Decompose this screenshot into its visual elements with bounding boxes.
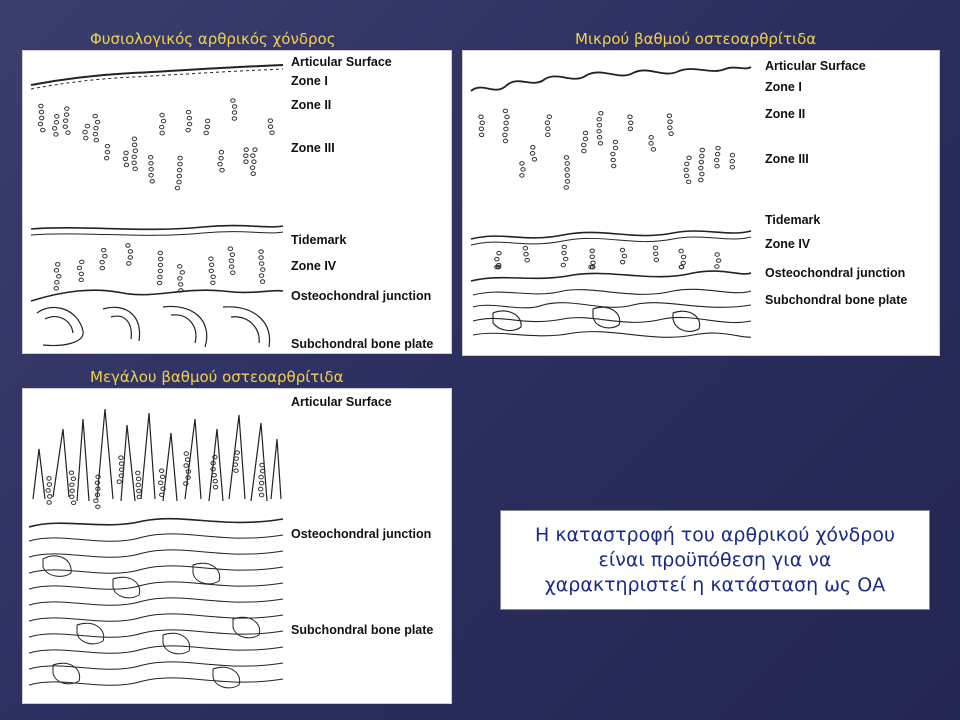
- panel-mild-oa: [462, 50, 940, 356]
- diagram-severe-oa: [23, 389, 285, 703]
- label-osteochondral-junction: Osteochondral junction: [291, 527, 432, 541]
- label-zone-4: Zone IV: [291, 259, 337, 273]
- note-line-3: χαρακτηριστεί η κατάσταση ως ΟΑ: [544, 573, 886, 596]
- caption-normal-cartilage: Φυσιολογικός αρθρικός χόνδρος: [90, 30, 336, 48]
- panel-normal-cartilage: [22, 50, 452, 354]
- caption-severe-oa: Μεγάλου βαθμού οστεοαρθρίτιδα: [90, 368, 344, 386]
- label-osteochondral-junction: Osteochondral junction: [291, 289, 432, 303]
- label-zone-4: Zone IV: [765, 237, 811, 251]
- label-articular-surface: Articular Surface: [765, 59, 866, 73]
- label-tidemark: Tidemark: [291, 233, 347, 247]
- label-subchondral-bone-plate: Subchondral bone plate: [291, 623, 434, 637]
- label-zone-1: Zone I: [765, 80, 802, 94]
- label-tidemark: Tidemark: [765, 213, 821, 227]
- conclusion-note: [500, 510, 930, 610]
- label-zone-2: Zone II: [291, 98, 332, 112]
- diagram-normal-cartilage: [23, 51, 285, 353]
- label-zone-3: Zone III: [291, 141, 335, 155]
- label-subchondral-bone-plate: Subchondral bone plate: [291, 337, 434, 351]
- label-subchondral-bone-plate: Subchondral bone plate: [765, 293, 908, 307]
- label-zone-1: Zone I: [291, 74, 328, 88]
- panel-severe-oa: [22, 388, 452, 704]
- note-line-1: Η καταστροφή του αρθρικού χόνδρου: [535, 523, 895, 546]
- label-articular-surface: Articular Surface: [291, 55, 392, 69]
- label-osteochondral-junction: Osteochondral junction: [765, 266, 906, 280]
- note-line-2: είναι προϋπόθεση για να: [598, 548, 832, 571]
- diagram-mild-oa: [463, 51, 755, 355]
- caption-mild-oa: Μικρού βαθμού οστεοαρθρίτιδα: [575, 30, 817, 48]
- label-zone-2: Zone II: [765, 107, 806, 121]
- label-zone-3: Zone III: [765, 152, 809, 166]
- label-articular-surface: Articular Surface: [291, 395, 392, 409]
